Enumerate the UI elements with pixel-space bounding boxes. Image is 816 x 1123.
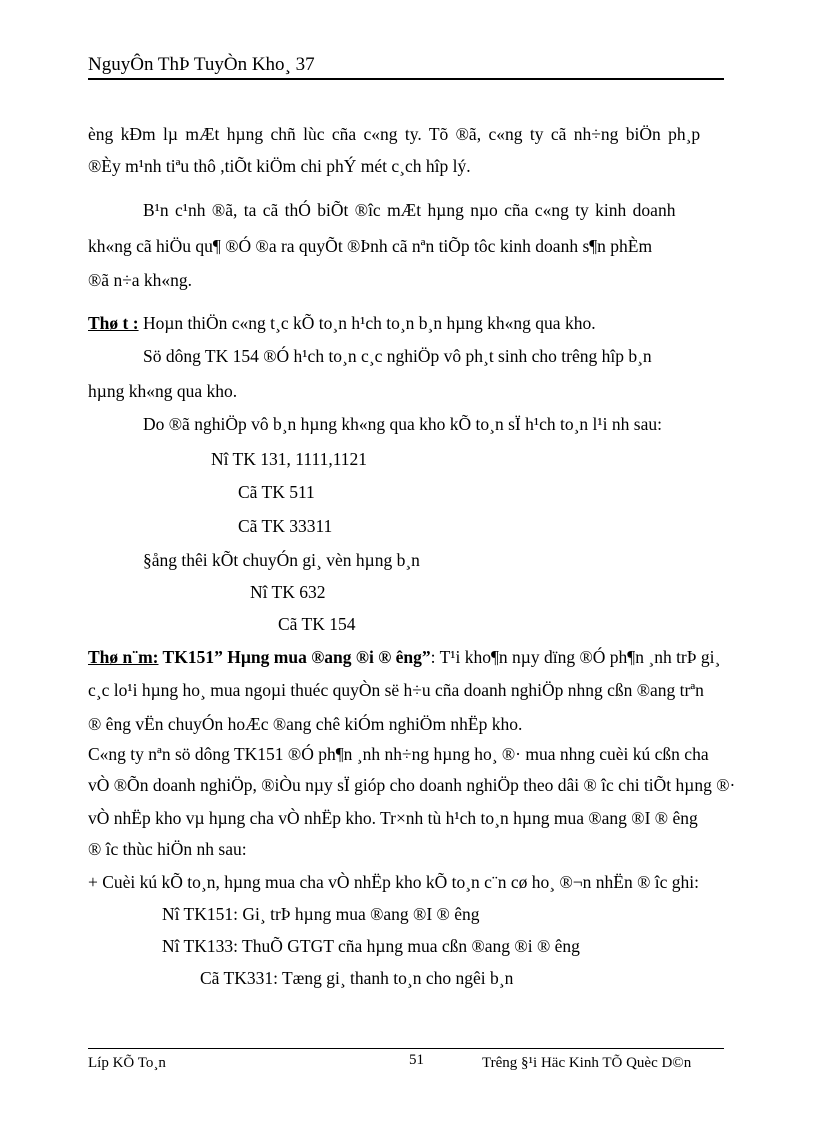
paragraph-line: vÒ nhËp kho vµ hµng cha vÒ nhËp kho. Tr×nh tù h¹ch to¸n hµng mua ®ang ®I ® êng bbox=[88, 808, 698, 828]
paragraph-line: C«ng ty nªn sö dông TK151 ®Ó ph¶n ¸nh nh÷ng hµng ho¸ ®· mua nhng cuèi kú cßn cha bbox=[88, 744, 709, 764]
paragraph-line: Sö dông TK 154 ®Ó h¹ch to¸n c¸c nghiÖp vô ph¸t sinh cho trêng hîp b¸n bbox=[143, 346, 652, 366]
section-label: Thø t : bbox=[88, 313, 139, 333]
entry-line: Nî TK 632 bbox=[250, 582, 326, 602]
paragraph-line: kh«ng cã hiÖu qu¶ ®Ó ®a ra quyÕt ®Þnh cã nªn tiÕp tôc kinh doanh s¶n phÈm bbox=[88, 236, 653, 256]
paragraph-line: Do ®ã nghiÖp vô b¸n hµng kh«ng qua kho kÕ to¸n sÏ h¹ch to¸n l¹i nh sau: bbox=[143, 414, 662, 434]
section-text: : T¹i kho¶n nµy dïng ®Ó ph¶n ¸nh trÞ gi¸ bbox=[430, 647, 721, 667]
section-line bbox=[88, 647, 720, 668]
entry-line: Cã TK 511 bbox=[238, 482, 315, 502]
entry-line: Cã TK 154 bbox=[278, 614, 356, 634]
footer-left: Líp KÕ To¸n bbox=[88, 1055, 166, 1071]
entry-line: Cã TK 33311 bbox=[238, 516, 333, 536]
section-title: TK151” Hµng mua ®ang ®i ® êng” bbox=[158, 647, 431, 667]
footer-rule bbox=[88, 1048, 724, 1049]
paragraph-line: c¸c lo¹i hµng ho¸ mua ngoµi thuéc quyÒn së h÷u cña doanh nghiÖp nhng cßn ®ang trªn bbox=[88, 680, 704, 700]
paragraph-line: B¹n c¹nh ®ã, ta cã thÓ biÕt ®îc mÆt hµng nµo cña c«ng ty kinh doanh bbox=[143, 200, 676, 220]
section-line bbox=[88, 313, 596, 334]
paragraph-line: + Cuèi kú kÕ to¸n, hµng mua cha vÒ nhËp kho kÕ to¸n c¨n cø ho¸ ®¬n nhËn ® îc ghi: bbox=[88, 872, 699, 892]
entry-line: §ång thêi kÕt chuyÓn gi¸ vèn hµng b¸n bbox=[143, 550, 420, 570]
footer-right: Trêng §¹i Häc Kinh TÕ Quèc D©n bbox=[482, 1055, 692, 1071]
entry-line: Nî TK 131, 1111,1121 bbox=[211, 449, 368, 469]
entry-line: Cã TK331: Tæng gi¸ thanh to¸n cho ngêi b¸n bbox=[200, 968, 514, 988]
entry-line: Nî TK133: ThuÕ GTGT cña hµng mua cßn ®ang ®i ® êng bbox=[162, 936, 580, 956]
paragraph-line: ®ã n÷a kh«ng. bbox=[88, 270, 193, 290]
entry-line: Nî TK151: Gi¸ trÞ hµng mua ®ang ®I ® êng bbox=[162, 904, 480, 924]
paragraph-line: vÒ ®Õn doanh nghiÖp, ®iÒu nµy sÏ gióp cho doanh nghiÖp theo dâi ® îc chi tiÕt hµng ®· bbox=[88, 775, 736, 795]
section-label: Thø n¨m: bbox=[88, 647, 159, 667]
paragraph-line: ® êng vËn chuyÓn hoÆc ®ang chê kiÓm nghiÖm nhËp kho. bbox=[88, 714, 523, 734]
header-rule bbox=[88, 78, 724, 80]
page-header-title: NguyÔn ThÞ TuyÒn Kho¸ 37 bbox=[88, 54, 315, 75]
paragraph-line: ®Èy m¹nh tiªu thô ,tiÕt kiÖm chi phÝ mét c¸ch hîp lý. bbox=[88, 156, 471, 176]
paragraph-line: hµng kh«ng qua kho. bbox=[88, 381, 238, 401]
section-text: Hoµn thiÖn c«ng t¸c kÕ to¸n h¹ch to¸n b¸n hµng kh«ng qua kho. bbox=[138, 313, 596, 333]
paragraph-line: ® îc thùc hiÖn nh sau: bbox=[88, 839, 247, 859]
paragraph-line: èng kÐm lµ mÆt hµng chñ lùc cña c«ng ty. Tõ ®ã, c«ng ty cã nh÷ng biÖn ph¸p bbox=[88, 124, 701, 144]
page-number: 51 bbox=[409, 1052, 424, 1068]
